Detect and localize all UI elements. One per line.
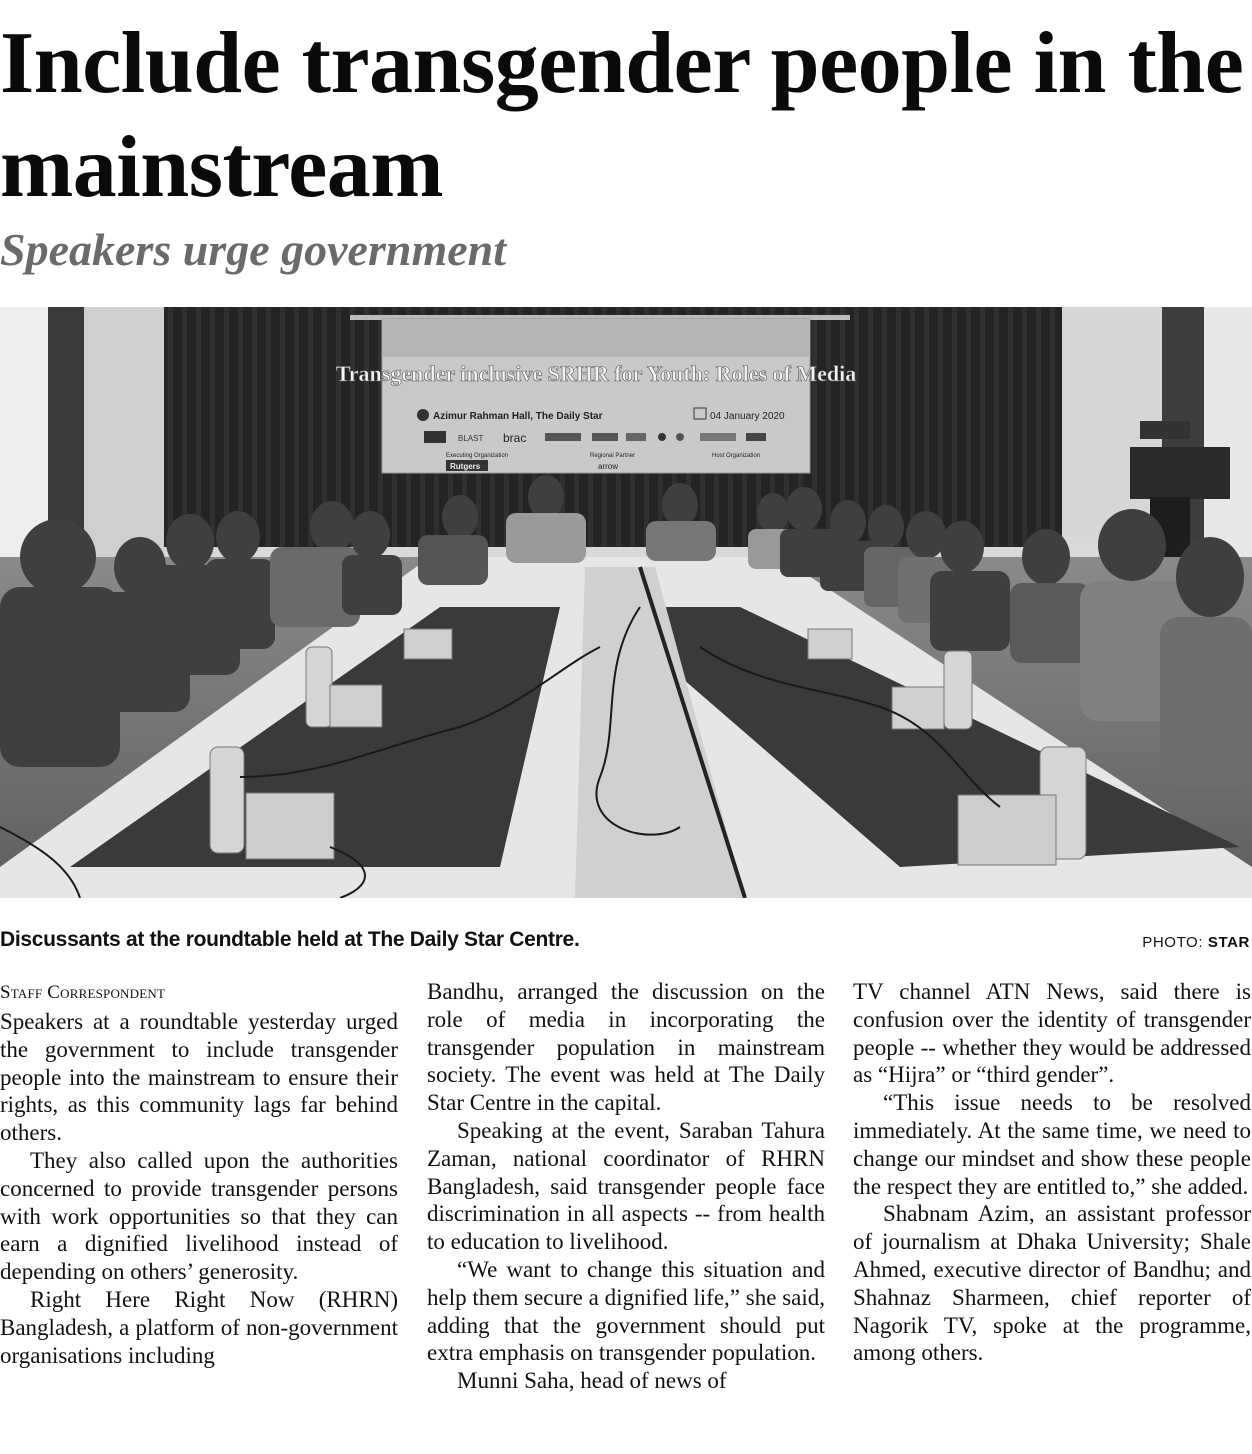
subheadline: Speakers urge government <box>0 224 506 275</box>
banner-venue: Azimur Rahman Hall, The Daily Star <box>433 411 603 422</box>
article-column-2 <box>427 978 825 1395</box>
logo-arrow: arrow <box>598 462 619 471</box>
host-label: Host Organization <box>712 453 761 459</box>
regional-label: Regional Partner <box>590 453 636 459</box>
paragraph: Shabnam Azim, an assistant professor of journalism at Dhaka University; Shale Ahmed, executive director of Bandhu; and Shahnaz Sharmeen, chief reporter of Nagorik TV, spoke at the programme, among others. <box>853 1201 1251 1366</box>
article-column-3 <box>853 978 1251 1367</box>
paragraph: “We want to change this situation and help them secure a dignified life,” she said, adding that the government should put extra emphasis on transgender population. <box>427 1256 825 1366</box>
banner-title: Transgender inclusive SRHR for Youth: Roles of Media <box>335 361 857 386</box>
logo-blast: BLAST <box>458 434 484 443</box>
roundtable-photo <box>0 307 1252 898</box>
event-banner <box>336 319 856 473</box>
logo-brac: brac <box>503 431 527 445</box>
paragraph: They also called upon the authorities concerned to provide transgender persons with work opportunities so that they can earn a dignified livelihood instead of depending on others’ generosity. <box>0 1147 398 1285</box>
byline: Staff Correspondent <box>0 982 166 1003</box>
photo-credit: PHOTO: STAR <box>1142 934 1250 951</box>
paragraph: “This issue needs to be resolved immediately. At the same time, we need to change our mindset and show these people the respect they are entitled to,” she added. <box>853 1090 1251 1199</box>
paragraph: Right Here Right Now (RHRN) Bangladesh, a platform of non-government organisations including <box>0 1286 398 1368</box>
paragraph: Speaking at the event, Saraban Tahura Zaman, national coordinator of RHRN Bangladesh, said transgender people face discrimination in all aspects -- from health to education to livelihood. <box>427 1117 825 1255</box>
paragraph: Speakers at a roundtable yesterday urged the government to include transgender people into the mainstream to ensure their rights, as this community lags far behind others. <box>0 1009 398 1146</box>
photo-caption: Discussants at the roundtable held at The Daily Star Centre. <box>0 928 580 951</box>
logo-rutgers: Rutgers <box>450 462 481 471</box>
article-column-1 <box>0 978 398 1369</box>
banner-date: 04 January 2020 <box>710 411 785 422</box>
paragraph: Bandhu, arranged the discussion on the role of media in incorporating the transgender population in mainstream society. The event was held at The Daily Star Centre in the capital. <box>427 979 825 1116</box>
headline: Include transgender people in the mainstream <box>0 15 1244 216</box>
executing-label: Executing Organization <box>446 453 509 459</box>
paragraph: TV channel ATN News, said there is confusion over the identity of transgender people -- whether they would be addressed as “Hijra” or “third gender”. <box>853 979 1251 1088</box>
paragraph: Munni Saha, head of news of <box>457 1368 727 1394</box>
